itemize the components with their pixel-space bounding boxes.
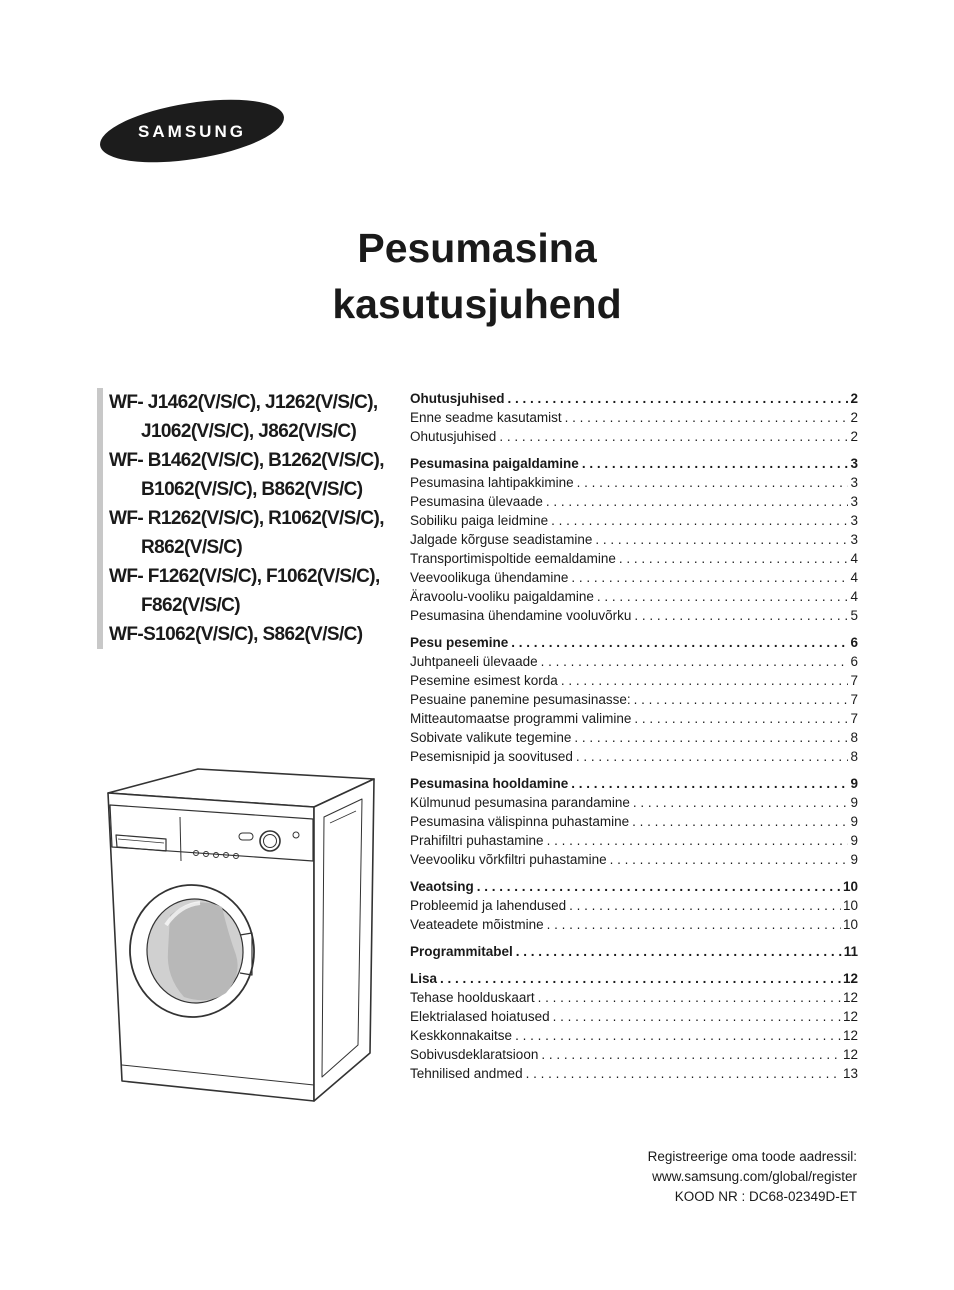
toc-label: Prahifiltri puhastamine <box>410 833 544 848</box>
toc-leader-dots <box>513 942 842 961</box>
title-line-2: kasutusjuhend <box>332 281 622 327</box>
toc-page-number: 4 <box>850 551 858 566</box>
toc-section <box>410 877 858 934</box>
toc-label: Jalgade kõrguse seadistamine <box>410 532 593 547</box>
toc-page-number: 7 <box>850 673 858 688</box>
toc-label: Pesu pesemine <box>410 635 509 650</box>
toc-entry[interactable] <box>410 690 858 709</box>
toc-label: Äravoolu-vooliku paigaldamine <box>410 589 594 604</box>
toc-leader-dots <box>535 988 841 1007</box>
registration-info <box>457 1147 857 1207</box>
toc-label: Elektrialased hoiatused <box>410 1009 550 1024</box>
toc-page-number: 7 <box>850 711 858 726</box>
model-line: WF-S1062(V/S/C), S862(V/S/C) <box>109 624 363 645</box>
toc-label: Enne seadme kasutamist <box>410 410 562 425</box>
toc-section-heading[interactable] <box>410 774 858 793</box>
model-line: R862(V/S/C) <box>141 537 243 558</box>
toc-page-number: 12 <box>842 1028 858 1043</box>
toc-label: Programmitabel <box>410 944 513 959</box>
toc-page-number: 4 <box>850 570 858 585</box>
toc-label: Tehnilised andmed <box>410 1066 523 1081</box>
register-prompt: Registreerige oma toode aadressil: <box>647 1149 857 1164</box>
model-line: J1062(V/S/C), J862(V/S/C) <box>141 421 357 442</box>
toc-leader-dots <box>538 1045 841 1064</box>
toc-leader-dots <box>592 530 848 549</box>
toc-entry[interactable] <box>410 511 858 530</box>
toc-leader-dots <box>548 511 848 530</box>
toc-leader-dots <box>543 492 849 511</box>
model-line: WF- B1462(V/S/C), B1262(V/S/C), <box>109 450 384 471</box>
toc-entry[interactable] <box>410 1007 858 1026</box>
toc-entry[interactable] <box>410 812 858 831</box>
toc-section <box>410 389 858 446</box>
toc-label: Pesemisnipid ja soovitused <box>410 749 573 764</box>
toc-entry[interactable] <box>410 793 858 812</box>
toc-label: Pesemine esimest korda <box>410 673 558 688</box>
toc-entry[interactable] <box>410 530 858 549</box>
code-number: KOOD NR : DC68-02349D-ET <box>674 1189 857 1204</box>
toc-label: Pesumasina ülevaade <box>410 494 543 509</box>
toc-entry[interactable] <box>410 652 858 671</box>
toc-label: Lisa <box>410 971 438 986</box>
toc-leader-dots <box>631 709 848 728</box>
toc-section-heading[interactable] <box>410 969 858 988</box>
toc-leader-dots <box>437 969 841 988</box>
toc-page-number: 9 <box>850 795 858 810</box>
toc-entry[interactable] <box>410 728 858 747</box>
toc-page-number: 9 <box>850 833 858 848</box>
toc-entry[interactable] <box>410 1045 858 1064</box>
toc-page-number: 2 <box>850 429 858 444</box>
toc-label: Tehase hoolduskaart <box>410 990 535 1005</box>
toc-page-number: 9 <box>850 814 858 829</box>
toc-leader-dots <box>631 606 848 625</box>
toc-leader-dots <box>573 747 849 766</box>
toc-entry[interactable] <box>410 408 858 427</box>
document-title <box>0 220 954 332</box>
toc-leader-dots <box>616 549 849 568</box>
toc-label: Juhtpaneeli ülevaade <box>410 654 538 669</box>
toc-entry[interactable] <box>410 549 858 568</box>
toc-label: Sobivusdeklaratsioon <box>410 1047 539 1062</box>
toc-page-number: 6 <box>850 635 858 650</box>
toc-page-number: 9 <box>850 852 858 867</box>
toc-page-number: 6 <box>850 654 858 669</box>
toc-page-number: 3 <box>850 475 858 490</box>
toc-label: Veevoolikuga ühendamine <box>410 570 569 585</box>
toc-label: Pesumasina hooldamine <box>410 776 569 791</box>
model-line: WF- F1262(V/S/C), F1062(V/S/C), <box>109 566 380 587</box>
toc-page-number: 3 <box>850 532 858 547</box>
toc-label: Transportimispoltide eemaldamine <box>410 551 616 566</box>
toc-entry[interactable] <box>410 896 858 915</box>
toc-leader-dots <box>508 633 848 652</box>
toc-page-number: 9 <box>850 776 858 791</box>
toc-leader-dots <box>544 915 841 934</box>
toc-page-number: 12 <box>842 971 858 986</box>
toc-page-number: 3 <box>850 456 858 471</box>
model-list <box>97 388 399 649</box>
toc-section-heading[interactable] <box>410 633 858 652</box>
logo-text: SAMSUNG <box>138 122 246 141</box>
toc-page-number: 7 <box>850 692 858 707</box>
toc-page-number: 3 <box>850 513 858 528</box>
washing-machine-illustration <box>100 765 380 1105</box>
toc-entry[interactable] <box>410 671 858 690</box>
toc-leader-dots <box>629 812 848 831</box>
toc-entry[interactable] <box>410 427 858 446</box>
samsung-logo <box>98 99 286 163</box>
toc-page-number: 8 <box>850 730 858 745</box>
toc-label: Pesumasina ühendamine vooluvõrku <box>410 608 632 623</box>
toc-entry[interactable] <box>410 831 858 850</box>
toc-entry[interactable] <box>410 1026 858 1045</box>
toc-leader-dots <box>505 389 849 408</box>
toc-label: Pesumasina lahtipakkimine <box>410 475 574 490</box>
toc-label: Pesumasina paigaldamine <box>410 456 579 471</box>
toc-page-number: 2 <box>850 410 858 425</box>
toc-entry[interactable] <box>410 850 858 869</box>
toc-label: Keskkonnakaitse <box>410 1028 513 1043</box>
toc-entry[interactable] <box>410 606 858 625</box>
toc-section-heading[interactable] <box>410 942 858 961</box>
toc-section <box>410 633 858 766</box>
toc-entry[interactable] <box>410 709 858 728</box>
toc-label: Külmunud pesumasina parandamine <box>410 795 630 810</box>
toc-label: Veaotsing <box>410 879 474 894</box>
toc-label: Veateadete mõistmine <box>410 917 544 932</box>
toc-entry[interactable] <box>410 988 858 1007</box>
toc-section <box>410 774 858 869</box>
toc-leader-dots <box>544 831 849 850</box>
toc-leader-dots <box>566 896 841 915</box>
toc-leader-dots <box>571 728 848 747</box>
toc-entry[interactable] <box>410 587 858 606</box>
toc-page-number: 10 <box>842 917 858 932</box>
toc-leader-dots <box>574 473 849 492</box>
toc-label: Probleemid ja lahendused <box>410 898 567 913</box>
toc-leader-dots <box>631 690 849 709</box>
toc-leader-dots <box>568 568 848 587</box>
toc-page-number: 13 <box>842 1066 858 1081</box>
toc-leader-dots <box>550 1007 841 1026</box>
toc-leader-dots <box>558 671 849 690</box>
toc-entry[interactable] <box>410 915 858 934</box>
toc-leader-dots <box>630 793 849 812</box>
toc-entry[interactable] <box>410 492 858 511</box>
toc-page-number: 8 <box>850 749 858 764</box>
toc-page-number: 2 <box>850 391 858 406</box>
toc-label: Ohutusjuhised <box>410 391 505 406</box>
toc-entry[interactable] <box>410 1064 858 1083</box>
toc-label: Sobiliku paiga leidmine <box>410 513 549 528</box>
toc-leader-dots <box>512 1026 841 1045</box>
toc-leader-dots <box>562 408 849 427</box>
toc-page-number: 4 <box>850 589 858 604</box>
toc-label: Ohutusjuhised <box>410 429 497 444</box>
toc-page-number: 12 <box>842 990 858 1005</box>
toc-section-heading[interactable] <box>410 877 858 896</box>
toc-section-heading[interactable] <box>410 454 858 473</box>
model-line: WF- R1262(V/S/C), R1062(V/S/C), <box>109 508 384 529</box>
toc-page-number: 11 <box>843 944 858 959</box>
toc-leader-dots <box>474 877 841 896</box>
toc-section <box>410 454 858 625</box>
toc-leader-dots <box>568 774 848 793</box>
toc-page-number: 3 <box>850 494 858 509</box>
toc-section <box>410 942 858 961</box>
toc-leader-dots <box>538 652 849 671</box>
toc-page-number: 10 <box>842 898 858 913</box>
toc-section <box>410 969 858 1083</box>
model-line: WF- J1462(V/S/C), J1262(V/S/C), <box>109 392 378 413</box>
toc-leader-dots <box>579 454 849 473</box>
toc-entry[interactable] <box>410 568 858 587</box>
toc-entry[interactable] <box>410 473 858 492</box>
toc-page-number: 12 <box>842 1047 858 1062</box>
toc-page-number: 12 <box>842 1009 858 1024</box>
toc-entry[interactable] <box>410 747 858 766</box>
toc-label: Mitteautomaatse programmi valimine <box>410 711 632 726</box>
toc-label: Sobivate valikute tegemine <box>410 730 572 745</box>
model-line: F862(V/S/C) <box>141 595 240 616</box>
toc-leader-dots <box>496 427 848 446</box>
toc-page-number: 10 <box>842 879 858 894</box>
toc-label: Veevooliku võrkfiltri puhastamine <box>410 852 607 867</box>
toc-label: Pesuaine panemine pesumasinasse: <box>410 692 631 707</box>
title-line-1: Pesumasina <box>357 225 597 271</box>
toc-page-number: 5 <box>850 608 858 623</box>
model-line: B1062(V/S/C), B862(V/S/C) <box>141 479 363 500</box>
toc-leader-dots <box>607 850 849 869</box>
toc-section-heading[interactable] <box>410 389 858 408</box>
toc-label: Pesumasina välispinna puhastamine <box>410 814 630 829</box>
table-of-contents <box>410 389 858 1091</box>
toc-leader-dots <box>523 1064 841 1083</box>
toc-leader-dots <box>594 587 849 606</box>
register-url[interactable]: www.samsung.com/global/register <box>652 1169 857 1184</box>
